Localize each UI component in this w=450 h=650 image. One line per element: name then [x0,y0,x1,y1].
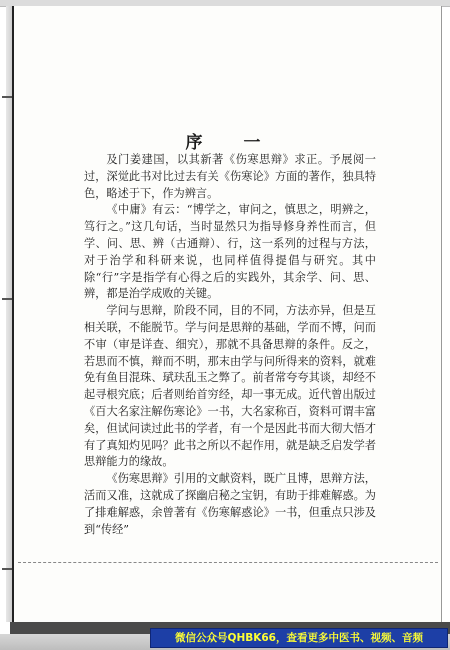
paragraph: 学问与思辩，阶段不同，目的不同，方法亦异，但是互相关联，不能脱节。学与问是思辩的基础，学而不博，问而不审（审是详查、细究），那就不具备思辩的条件。反之，若思而不慎，辩而不明，那末由学与问所得来的资料，就难免有鱼目混珠、珷玞乱玉之弊了。前者常夸夸其谈，却经不起寻根究底；后者则绐首穷经，却一事无成。近代曾出版过《百大名家注解伤寒论》一书，大名家称百，资料可谓丰富矣，但试问读过此书的学者，有一个是因此书而大彻大悟才有了真知灼见吗？此书之所以不起作用，就是缺乏启发学者思辩能力的缘故。 [84,304,376,469]
margin-mark [2,568,12,570]
body-text [84,152,376,538]
watermark-banner: 微信公众号QHBK66，查看更多中医书、视频、音频 [150,628,448,648]
scan-bottom-rule [18,562,438,563]
paragraph: 《中庸》有云：“博学之，审问之，慎思之，明辨之，笃行之。”这几句话，当时显然只为指导修身养性而言，但学、问、思、辨（古通辩）、行，这一系列的过程与方法，对于治学和科研来说，也同样值得提倡与研究。其中除“行”字是指学有心得之后的实践外，其余学、问、思、辨，都是治学成败的关键。 [84,203,376,301]
margin-mark [2,298,12,300]
page-heading: 序 一 [185,133,273,153]
margin-mark [2,96,12,98]
paragraph: 《伤寒思辩》引用的文献资料，既广且博，思辩方法，活而又准，这就成了探幽启秘之宝钥，有助于排难解惑。为了排难解惑，余曾著有《伤寒解惑论》一书，但重点只涉及到“传经” [84,472,376,536]
paragraph: 及门姜建国，以其新著《伤寒思辩》求正。予展阅一过，深觉此书对比过去有关《伤寒论》方面的著作，独具特色，略述于下，作为辨言。 [84,153,376,200]
